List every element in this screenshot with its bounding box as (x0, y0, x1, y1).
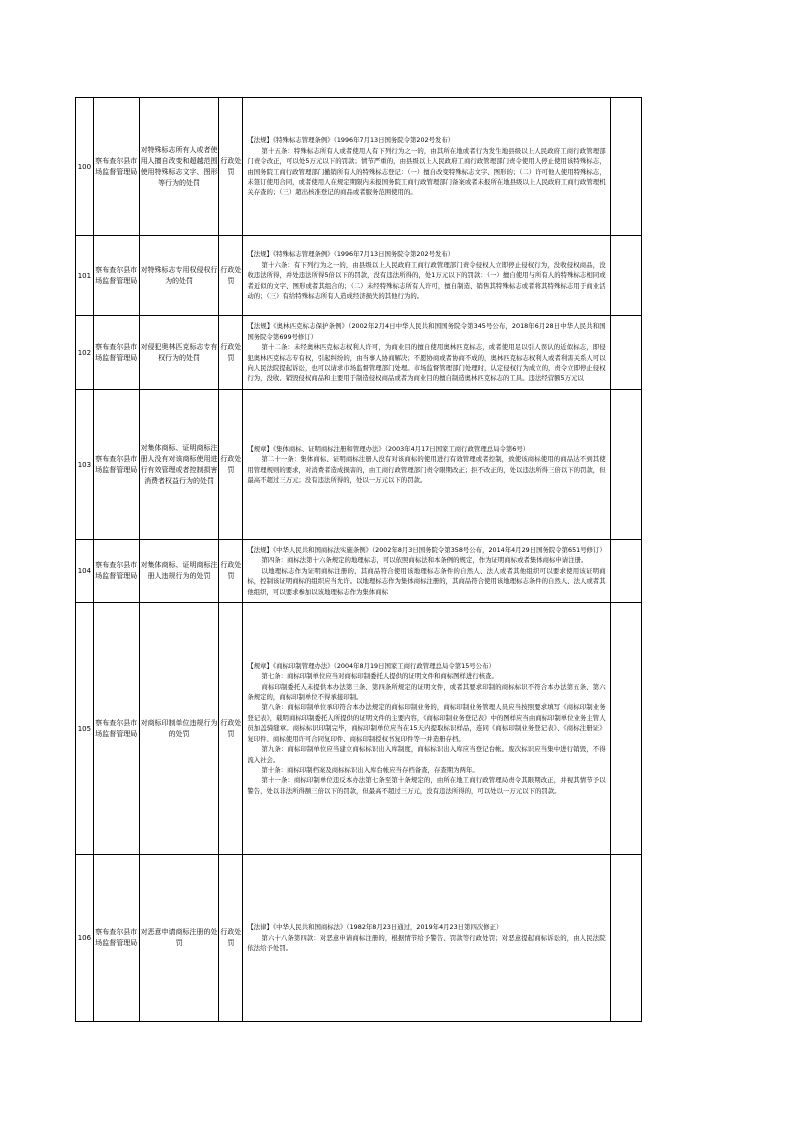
legal-basis-paragraph: 第十六条：有下列行为之一的，由县级以上人民政府工商行政管理部门责令侵权人立即停止侵权行为，没收侵权商品，没收违法所得，并处违法所得5倍以下的罚款，没有违法所得的，处1万元以下的罚款：（一）擅自使用与所有人的特殊标志相同或者近似的文字、图形或者其组合的；（二）未经特殊标志所有人许可，擅自制造、销售其特殊标志或者将其特殊标志用于商业活动的；（三）有给特殊标志所有人造成经济损失的其他行为的。 (247, 260, 606, 301)
penalty-item: 对特殊标志专用权侵权行为的处罚 (139, 236, 219, 316)
legal-basis-paragraph: 第十五条：特殊标志所有人或者使用人有下列行为之一的，由其所在地或者行为发生地县级以上人民政府工商行政管理部门责令改正，可以处5万元以下的罚款；情节严重的，由县级以上人民政府工商行政管理部门责令使用人停止使用该特殊标志，由国务院工商行政管理部门撤销所有人的特殊标志登记：（一）擅自改变特殊标志文字、图形的；（二）许可他人使用特殊标志，未签订使用合同，或者使用人在规定期限内未报国务院工商行政管理部门备案或者未报所在地县级以上人民政府工商行政管理机关存查的；（三）超出核准登记的商品或者服务范围使用的。 (247, 146, 606, 197)
penalty-item: 对恶意申请商标注册的处罚 (139, 855, 219, 1022)
legal-basis-paragraph: 第四条：商标法第十六条规定的地理标志，可以依照商标法和本条例的规定，作为证明商标或者集体商标申请注册。 (261, 556, 588, 565)
row-number: 101 (76, 236, 94, 316)
remark-cell (610, 98, 641, 236)
legal-basis-paragraph: 第二十一条：集体商标、证明商标注册人没有对该商标的使用进行有效管理或者控制，致使该商标使用的商品达不到其使用管理规则的要求，对消费者造成损害的，由工商行政管理部门责令限期改正；拒不改正的，处以违法所得三倍以下的罚款，但最高不超过三万元；没有违法所得的，处以一万元以下的罚款。 (247, 455, 606, 484)
legal-basis-paragraph: 第七条：商标印制单位应当对商标印制委托人提供的证明文件和商标图样进行核查。 (261, 672, 498, 681)
penalty-item: 对特殊标志所有人或者使用人擅自改变和超越范围使用特殊标志文字、图形等行为的处罚 (139, 98, 219, 236)
remark-cell (610, 855, 641, 1022)
legal-basis-paragraph: 以地理标志作为证明商标注册的，其商品符合使用该地理标志条件的自然人、法人或者其他组织可以要求使用该证明商标，控制该证明商标的组织应当允许。以地理标志作为集体商标注册的，其商品符合使用该地理标志条件的自然人、法人或者其他组织，可以要求参加以该地理标志作为集体商标 (247, 566, 606, 596)
remark-cell (610, 316, 641, 390)
table-row (76, 855, 642, 1022)
row-number: 104 (76, 540, 94, 603)
penalty-type: 行政处罚 (219, 855, 243, 1022)
penalty-item: 对集体商标、证明商标注册人违规行为的处罚 (139, 540, 219, 603)
penalty-type: 行政处罚 (219, 236, 243, 316)
legal-basis (243, 855, 610, 1022)
enforcement-agency: 察布查尔县市场监督管理局 (93, 540, 139, 603)
remark-cell (610, 236, 641, 316)
row-number: 105 (76, 603, 94, 855)
penalty-type: 行政处罚 (219, 603, 243, 855)
legal-basis (243, 390, 610, 540)
penalty-table (75, 97, 642, 1022)
row-number: 100 (76, 98, 94, 236)
enforcement-agency: 察布查尔县市场监督管理局 (93, 98, 139, 236)
legal-basis-paragraph: 【法律】《中华人民共和国商标法》（1982年8月23日通过，2019年4月23日第四次修正） (247, 923, 503, 932)
legal-basis (243, 603, 610, 855)
remark-cell (610, 390, 641, 540)
legal-basis (243, 98, 610, 236)
legal-basis-paragraph: 第十条：商标印制档案及商标标识出入库台帐应当存档备查，存查期为两年。 (261, 765, 479, 774)
penalty-type: 行政处罚 (219, 540, 243, 603)
legal-basis-paragraph: 【法规】《特殊标志管理条例》（1996年7月13日国务院令第202号发布） (247, 250, 455, 259)
legal-basis-paragraph: 第十一条：商标印制单位违反本办法第七条至第十条规定的，由所在地工商行政管理局责令其限期改正，并视其情节予以警告，处以非法所得额三倍以下的罚款，但最高不超过三万元，没有违法所得的，可以处以一万元以下的罚款。 (247, 776, 606, 795)
legal-basis-paragraph: 【法规】《中华人民共和国商标法实施条例》（2002年8月3日国务院令第358号公布，2014年4月29日国务院令第651号修订） (247, 545, 606, 554)
enforcement-agency: 察布查尔县市场监督管理局 (93, 316, 139, 390)
enforcement-agency: 察布查尔县市场监督管理局 (93, 236, 139, 316)
row-number: 103 (76, 390, 94, 540)
legal-basis (243, 540, 610, 603)
remark-cell (610, 603, 641, 855)
legal-basis-paragraph: 【法规】《奥林匹克标志保护条例》（2002年2月4日中华人民共和国国务院令第345号公布，2018年6月28日中华人民共和国国务院令第699号修订） (247, 322, 606, 341)
table-row (76, 236, 642, 316)
table-row (76, 390, 642, 540)
legal-basis-paragraph: 商标印制委托人未提供本办法第三条、第四条所规定的证明文件，或者其要求印制的商标标识不符合本办法第五条、第六条规定的，商标印制单位不得承接印制。 (247, 682, 606, 702)
row-number: 106 (76, 855, 94, 1022)
penalty-item: 对商标印制单位违规行为的处罚 (139, 603, 219, 855)
legal-basis-paragraph: 第十二条：未经奥林匹克标志权利人许可，为商业目的擅自使用奥林匹克标志，或者使用足以引人误认的近似标志，即侵犯奥林匹克标志专有权，引起纠纷的，由当事人协商解决；不愿协商或者协商不成的，奥林匹克标志权利人或者利害关系人可以向人民法院提起诉讼，也可以请求市场监督管理部门处理。市场监督管理部门处理时，认定侵权行为成立的，责令立即停止侵权行为，没收、销毁侵权商品和主要用于制造侵权商品或者为商业目的擅自制造奥林匹克标志的工具。违法经营额5万元以 (247, 343, 606, 383)
legal-basis (243, 316, 610, 390)
table-row (76, 98, 642, 236)
table-row (76, 603, 642, 855)
row-number: 102 (76, 316, 94, 390)
penalty-type: 行政处罚 (219, 316, 243, 390)
legal-basis (243, 236, 610, 316)
penalty-item: 对侵犯奥林匹克标志专有权行为的处罚 (139, 316, 219, 390)
enforcement-agency: 察布查尔县市场监督管理局 (93, 855, 139, 1022)
legal-basis-paragraph: 第八条：商标印制单位承印符合本办法规定的商标印制业务的，商标印制业务管理人员应当按照要求填写《商标印制业务登记表》，载明商标印制委托人所提供的证明文件的主要内容，《商标印制业务登记表》中的图样应当由商标印制单位业务主管人员加盖骑缝章。商标标识印制完毕，商标印制单位应当在15天内提取标识样品，连同《商标印制业务登记表》、《商标注册证》复印件、商标使用许可合同复印件、商标印制授权书复印件等一并造册存档。 (247, 703, 606, 743)
remark-cell (610, 540, 641, 603)
legal-basis-paragraph: 【规章】《商标印制管理办法》（2004年8月19日国家工商行政管理总局令第15号公布） (247, 661, 495, 670)
enforcement-agency: 察布查尔县市场监督管理局 (93, 603, 139, 855)
enforcement-agency: 察布查尔县市场监督管理局 (93, 390, 139, 540)
legal-basis-paragraph: 第六十八条第四款：对恶意申请商标注册的，根据情节给予警告、罚款等行政处罚；对恶意提起商标诉讼的，由人民法院依法给予处罚。 (247, 933, 606, 953)
penalty-type: 行政处罚 (219, 98, 243, 236)
table-row (76, 540, 642, 603)
legal-basis-paragraph: 第九条：商标印制单位应当建立商标标识出入库制度，商标标识出入库应当登记台帐。废次标识应当集中进行销毁，不得流入社会。 (247, 745, 606, 764)
penalty-item: 对集体商标、证明商标注册人没有对该商标使用进行有效管理或者控制损害消费者权益行为的处罚 (139, 390, 219, 540)
legal-basis-paragraph: 【法规】《特殊标志管理条例》（1996年7月13日国务院令第202号发布） (247, 136, 455, 145)
table-row (76, 316, 642, 390)
legal-basis-paragraph: 【规章】《集体商标、证明商标注册和管理办法》（2003年4月17日国家工商行政管理总局令第6号） (247, 444, 530, 453)
penalty-type: 行政处罚 (219, 390, 243, 540)
